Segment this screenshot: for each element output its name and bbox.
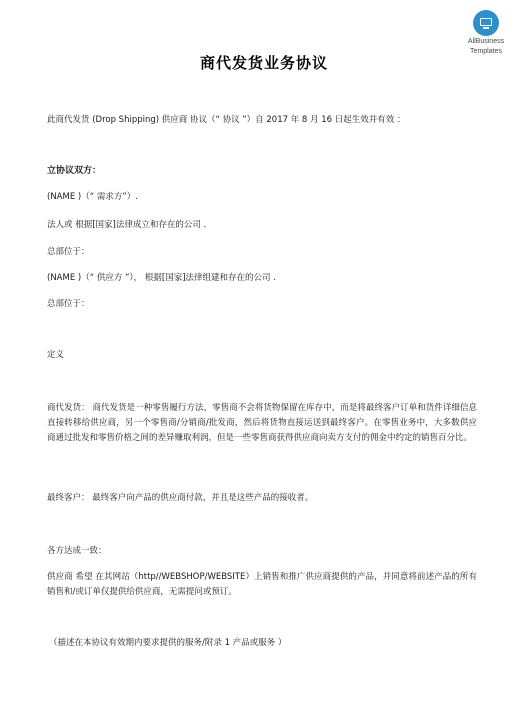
parties-heading: 立协议双方： bbox=[47, 166, 102, 176]
definition-end-customer: 最终客户： 最终客户向产品的供应商付款，并且是这些产品的接收者。 bbox=[47, 493, 314, 503]
party2-name: (NAME )（“ 供应方 ”）， 根据[国家]法律组建和存在的公司 . bbox=[47, 273, 276, 283]
party1-name: (NAME )（“ 需求方”）. bbox=[47, 192, 138, 202]
party1-legal: 法人或 根据[国家]法律成立和存在的公司 . bbox=[47, 220, 207, 230]
monitor-icon bbox=[473, 10, 499, 36]
logo-line-1: AllBusiness bbox=[467, 38, 505, 45]
services-note: （描述在本协议有效期内要求提供的服务/附录 1 产品或服务 ） bbox=[49, 638, 287, 648]
party2-hq: 总部位于： bbox=[47, 299, 90, 309]
definitions-heading: 定义 bbox=[47, 350, 65, 360]
agreement-heading: 各方达成一致： bbox=[47, 546, 107, 556]
document-title: 商代发货业务协议 bbox=[199, 54, 328, 72]
agreement-text: 供应商 希望 在其网站（http//WEBSHOP/WEBSITE）上销售和推广供应商提供的产品，并同意将前述产品的所有销售和/或订单仅提供给供应商，无需提问或预订。 bbox=[47, 572, 477, 597]
allbusiness-logo bbox=[462, 10, 510, 55]
logo-line-2: Templates bbox=[470, 47, 502, 55]
definition-dropship: 商代发货： 商代发货是一种零售履行方法，零售商不会将货物保留在库存中，而是将最终客户订单和货件详细信息直接转移给供应商，另一个零售商/分销商/批发商，然后将货物直接运送到最终客户。在零售业务中，大多数供应商通过批发和零售价格之间的差异赚取利润，但是一些零售商获得供应商向卖方支付的佣金中约定的销售百分比。 bbox=[47, 403, 477, 443]
intro-line: 此商代发货 (Drop Shipping) 供应商 协议（“ 协议 ”）自 2017 年 8 月 16 日起生效并有效 ： bbox=[47, 115, 406, 125]
party1-hq: 总部位于： bbox=[47, 247, 90, 257]
